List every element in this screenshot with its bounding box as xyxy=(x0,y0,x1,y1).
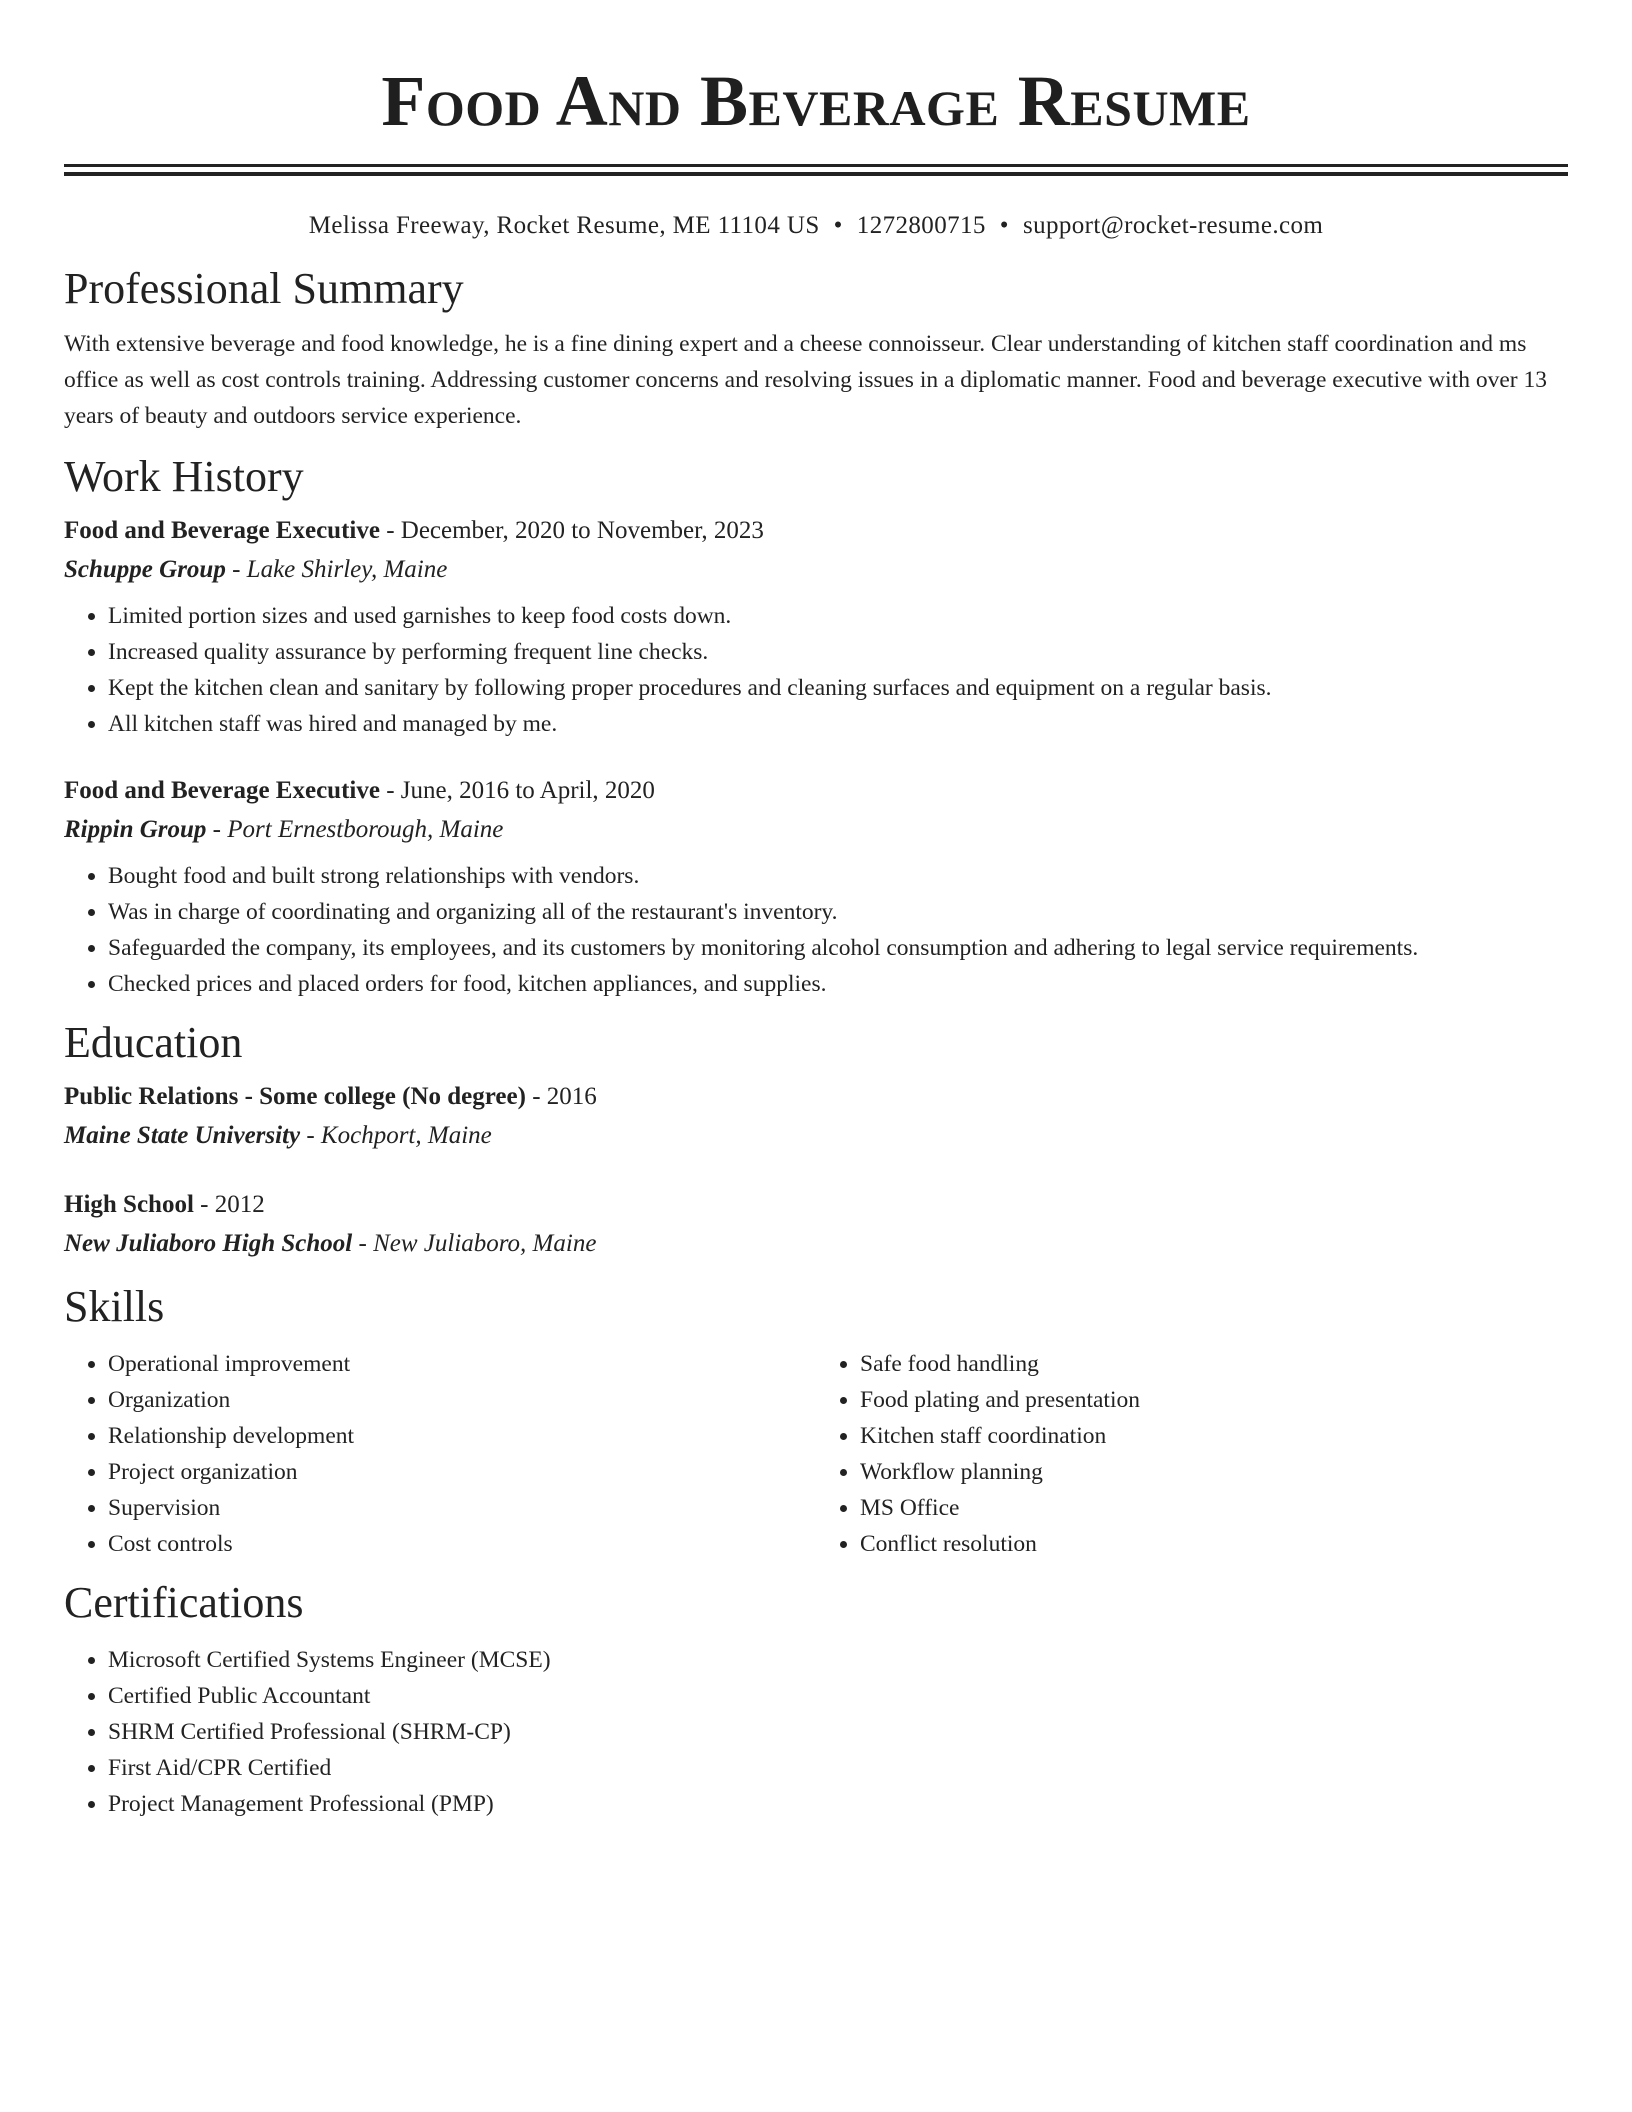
job-company: Rippin Group xyxy=(64,816,207,843)
list-item: • Organization xyxy=(108,1382,816,1418)
job-dates: - December, 2020 to November, 2023 xyxy=(379,517,764,544)
degree: Public Relations - Some college (No degree) xyxy=(64,1083,526,1110)
school-location: - New Juliaboro, Maine xyxy=(352,1230,597,1257)
list-item: • Project organization xyxy=(108,1454,816,1490)
job-bullets xyxy=(64,598,1568,742)
work-entry xyxy=(64,772,1568,1002)
skills-column-right xyxy=(816,1346,1568,1562)
contact-email: support@rocket-resume.com xyxy=(1022,212,1324,239)
job-title-line xyxy=(64,512,1568,550)
list-item: • Kitchen staff coordination xyxy=(860,1418,1568,1454)
degree: High School xyxy=(64,1191,194,1218)
list-item: • Kept the kitchen clean and sanitary by following proper procedures and cleaning surfaces and equipment on a regular basis. xyxy=(108,670,1568,706)
list-item: • Supervision xyxy=(108,1490,816,1526)
school-line xyxy=(64,1116,1568,1156)
job-company-line xyxy=(64,550,1568,590)
job-title-line xyxy=(64,772,1568,810)
list-item: • First Aid/CPR Certified xyxy=(108,1750,1568,1786)
section-heading-education: Education xyxy=(64,1018,243,1067)
section-heading-certifications: Certifications xyxy=(64,1578,304,1627)
job-location: - Port Ernestborough, Maine xyxy=(206,816,504,843)
certifications-list xyxy=(64,1642,1568,1822)
list-item: • Checked prices and placed orders for food, kitchen appliances, and supplies. xyxy=(108,966,1568,1002)
contact-address: Melissa Freeway, Rocket Resume, ME 11104 US xyxy=(308,212,820,239)
section-heading-skills: Skills xyxy=(64,1282,165,1331)
list-item: • Limited portion sizes and used garnishes to keep food costs down. xyxy=(108,598,1568,634)
school-location: - Kochport, Maine xyxy=(300,1122,492,1149)
list-item: • Cost controls xyxy=(108,1526,816,1562)
list-item: • Relationship development xyxy=(108,1418,816,1454)
list-item: • SHRM Certified Professional (SHRM-CP) xyxy=(108,1714,1568,1750)
section-heading-summary: Professional Summary xyxy=(64,264,464,313)
list-item: • Microsoft Certified Systems Engineer (MCSE) xyxy=(108,1642,1568,1678)
list-item: • Conflict resolution xyxy=(860,1526,1568,1562)
skills-column-left xyxy=(64,1346,816,1562)
job-bullets xyxy=(64,858,1568,1002)
education-entry xyxy=(64,1078,1568,1156)
education-entry xyxy=(64,1186,1568,1264)
job-company: Schuppe Group xyxy=(64,556,226,583)
contact-separator: • xyxy=(833,212,843,239)
list-item: • Bought food and built strong relationships with vendors. xyxy=(108,858,1568,894)
list-item: • Was in charge of coordinating and organizing all of the restaurant's inventory. xyxy=(108,894,1568,930)
degree-year: - 2016 xyxy=(525,1083,597,1110)
summary-paragraph: With extensive beverage and food knowledge, he is a fine dining expert and a cheese connoisseur. Clear understanding of kitchen staff coordination and ms office as well as cost controls training. Addressing customer concerns and resolving issues in a diplomatic manner. Food and beverage executive with over 13 years of beauty and outdoors service experience. xyxy=(64,331,1547,429)
title-double-rule xyxy=(64,164,1568,176)
job-title: Food and Beverage Executive xyxy=(64,517,380,544)
job-dates: - June, 2016 to April, 2020 xyxy=(379,777,655,804)
list-item: • Project Management Professional (PMP) xyxy=(108,1786,1568,1822)
list-item: • Safeguarded the company, its employees, and its customers by monitoring alcohol consumption and adhering to legal service requirements. xyxy=(108,930,1568,966)
degree-line xyxy=(64,1078,1568,1116)
page-title: Food And Beverage Resume xyxy=(381,61,1251,141)
job-title: Food and Beverage Executive xyxy=(64,777,380,804)
degree-year: - 2012 xyxy=(193,1191,265,1218)
list-item: • Safe food handling xyxy=(860,1346,1568,1382)
job-location: - Lake Shirley, Maine xyxy=(225,556,448,583)
school: Maine State University xyxy=(64,1122,301,1149)
work-entry xyxy=(64,512,1568,742)
section-heading-work-history: Work History xyxy=(64,452,304,501)
list-item: • Workflow planning xyxy=(860,1454,1568,1490)
contact-phone: 1272800715 xyxy=(856,212,986,239)
contact-separator: • xyxy=(999,212,1009,239)
school-line xyxy=(64,1224,1568,1264)
list-item: • All kitchen staff was hired and managed by me. xyxy=(108,706,1568,742)
list-item: • MS Office xyxy=(860,1490,1568,1526)
contact-line xyxy=(64,210,1568,242)
list-item: • Increased quality assurance by performing frequent line checks. xyxy=(108,634,1568,670)
list-item: • Food plating and presentation xyxy=(860,1382,1568,1418)
list-item: • Certified Public Accountant xyxy=(108,1678,1568,1714)
degree-line xyxy=(64,1186,1568,1224)
job-company-line xyxy=(64,810,1568,850)
skills-grid xyxy=(64,1346,1568,1562)
list-item: • Operational improvement xyxy=(108,1346,816,1382)
school: New Juliaboro High School xyxy=(64,1230,353,1257)
